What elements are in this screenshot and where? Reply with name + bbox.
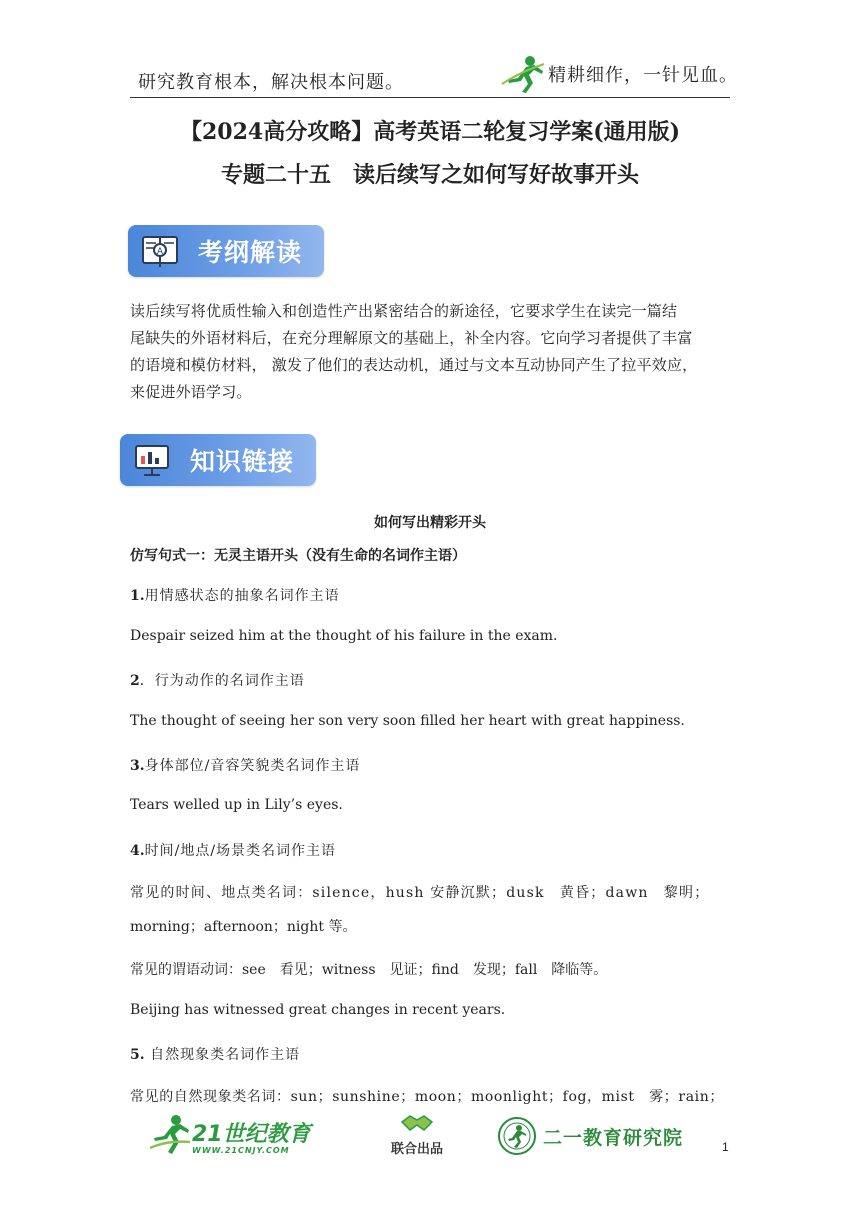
header-rule <box>130 97 730 98</box>
institute-seal-icon <box>497 1116 537 1156</box>
list-item-2 <box>130 670 730 690</box>
common-time-place-line: morning；afternoon；night 等。 <box>130 919 357 935</box>
section-title: 如何写出精彩开头 <box>374 515 486 531</box>
exam-outline-banner <box>128 225 324 277</box>
intro-line: 读后续写将优质性输入和创造性产出紧密结合的新途径，它要求学生在读完一篇结 <box>130 302 678 320</box>
page-number: 1 <box>722 1140 729 1154</box>
item-number: 3. <box>130 758 145 774</box>
item-label: 身体部位/音容笑貌类名词作主语 <box>144 758 361 774</box>
item-number: 1. <box>130 588 145 604</box>
intro-line: 的语境和模仿材料， 激发了他们的表达动机，通过与文本互动协同产生了拉平效应， <box>130 356 698 374</box>
header-motto-right-text: 精耕细作，一针见血。 <box>548 65 738 86</box>
monitor-chart-icon <box>130 438 174 482</box>
book-icon <box>138 229 182 273</box>
list-item-4 <box>130 840 730 860</box>
list-item-3 <box>130 755 730 775</box>
list-item-1 <box>130 585 730 605</box>
item-number: 5. <box>130 1047 145 1063</box>
item-label: 用情感状态的抽象名词作主语 <box>144 588 340 604</box>
research-institute-logo <box>497 1116 683 1156</box>
runner-logo-icon <box>500 54 546 94</box>
example-sentence: Beijing has witnessed great changes in recent years. <box>130 1002 506 1018</box>
research-institute-label: 二一教育研究院 <box>543 1126 684 1149</box>
common-verbs-line: 常见的谓语动词：see 看见；witness 见证；find 发现；fall 降临等。 <box>130 962 608 978</box>
example-sentence: The thought of seeing her son very soon filled her heart with great happiness. <box>130 713 685 729</box>
item-label: 自然现象类名词作主语 <box>144 1047 301 1063</box>
item-label: 时间/地点/场景类名词作主语 <box>144 843 337 859</box>
joint-production-label: 联合出品 <box>390 1142 443 1157</box>
joint-production-logo <box>372 1112 462 1157</box>
document-subtitle: 专题二十五 读后续写之如何写好故事开头 <box>220 162 639 188</box>
section-subtitle: 仿写句式一：无灵主语开头（没有生命的名词作主语） <box>130 548 466 564</box>
header-motto-right <box>500 54 738 94</box>
common-time-place-line: 常见的时间、地点类名词：silence，hush 安静沉默；dusk 黄昏；dawn 黎明； <box>130 885 710 901</box>
intro-line: 尾缺失的外语材料后，在充分理解原文的基础上，补全内容。它向学习者提供了丰富 <box>130 329 693 347</box>
intro-line: 来促进外语学习。 <box>130 383 252 401</box>
knowledge-link-banner <box>120 434 316 486</box>
list-item-5 <box>130 1044 730 1064</box>
example-sentence: Despair seized him at the thought of his failure in the exam. <box>130 628 558 644</box>
exam-outline-banner-label: 考纲解读 <box>198 238 303 267</box>
item-number: 2 <box>130 673 140 689</box>
svg-text:A: A <box>156 247 164 257</box>
footer <box>0 1110 860 1170</box>
header-motto-left: 研究教育根本，解决根本问题。 <box>138 72 404 93</box>
logo-21-url: WWW.21CNJY.COM <box>192 1146 290 1155</box>
logo-21-title: 21世纪教育 <box>192 1122 311 1147</box>
common-nature-line: 常见的自然现象类名词：sun；sunshine；moon；moonlight；fog，mist 雾；rain； <box>130 1089 724 1105</box>
item-number: 4. <box>130 843 145 859</box>
example-sentence: Tears welled up in Lily’s eyes. <box>130 797 343 813</box>
item-label: ．行为动作的名词作主语 <box>139 673 305 689</box>
logo-21cnjy <box>150 1114 311 1158</box>
document-title: 【2024高分攻略】高考英语二轮复习学案(通用版) <box>179 119 681 145</box>
runner-logo-icon <box>150 1114 190 1158</box>
handshake-icon <box>400 1112 434 1134</box>
knowledge-link-banner-label: 知识链接 <box>190 447 295 476</box>
intro-paragraph <box>130 298 728 406</box>
